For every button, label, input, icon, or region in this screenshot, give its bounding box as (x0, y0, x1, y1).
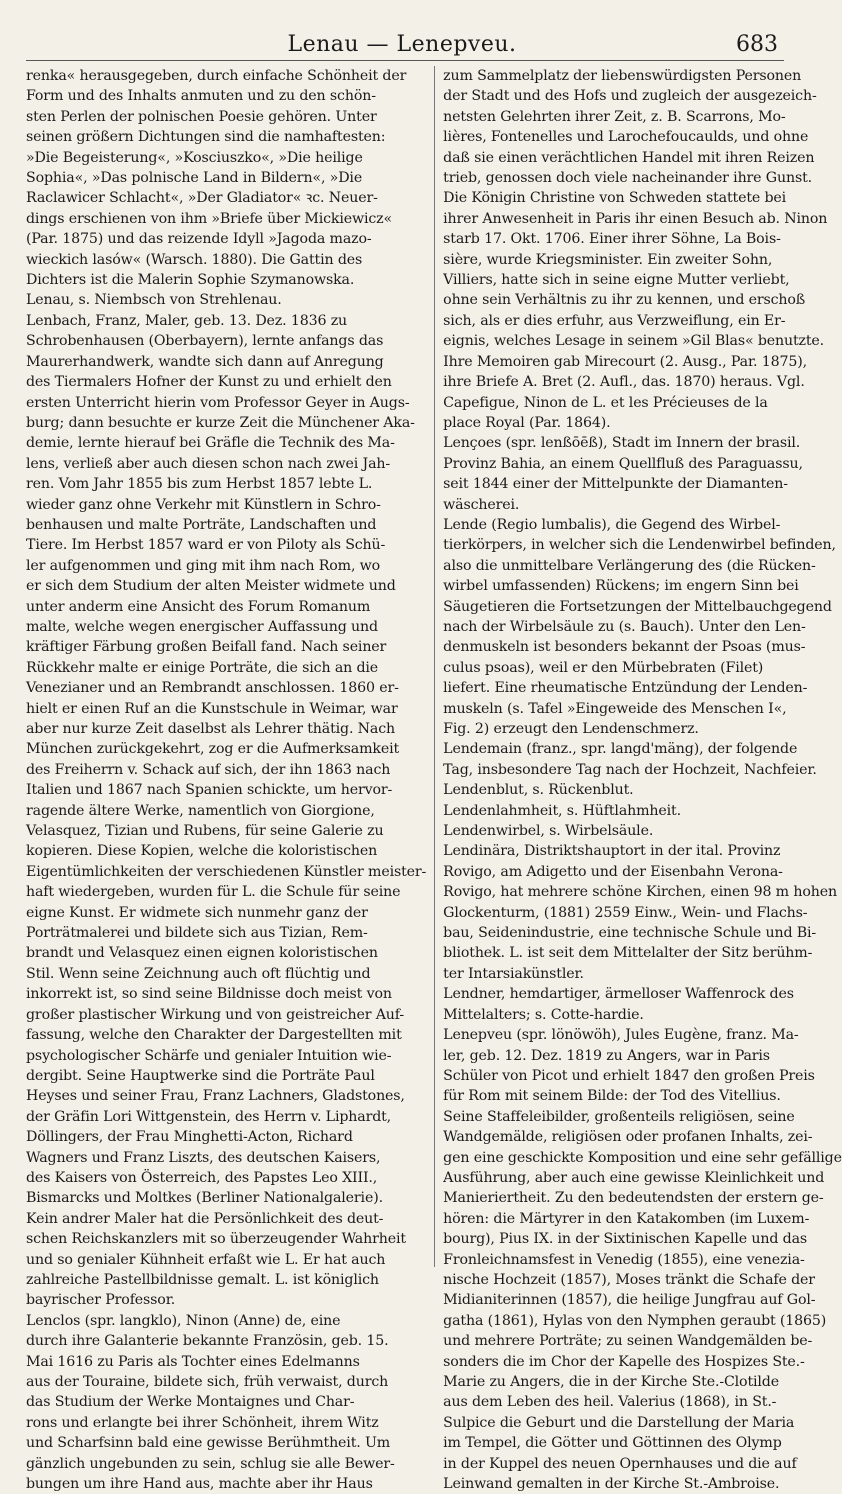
text-line: muskeln (s. Tafel »Eingeweide des Menschen I«, (443, 700, 787, 717)
text-line: gatha (1861), Hylas von den Nymphen geraubt (1865) (443, 1312, 827, 1329)
text-line: Wandgemälde, religiösen oder profanen Inhalts, zei- (443, 1129, 813, 1146)
text-line: bungen um ihre Hand aus, machte aber ihr Haus (26, 1476, 373, 1493)
text-line: Tiere. Im Herbst 1857 ward er von Piloty als Schü- (26, 537, 386, 554)
text-line: Schrobenhausen (Oberbayern), lernte anfangs das (26, 333, 384, 350)
text-line: dergibt. Seine Hauptwerke sind die Porträte Paul (26, 1067, 375, 1084)
text-line: rons und erlangte bei ihrer Schönheit, ihrem Witz (26, 1414, 379, 1431)
text-line: Lenbach, Franz, Maler, geb. 13. Dez. 1836 zu (26, 312, 348, 329)
text-line: und mehrere Porträte; zu seinen Wandgemälden be- (443, 1333, 813, 1350)
text-line: Marie zu Angers, die in der Kirche Ste.-Clotilde (443, 1374, 779, 1390)
text-line: Wagners und Franz Liszts, des deutschen Kaisers, (26, 1149, 381, 1166)
text-line: lières, Fontenelles und Larochefoucaulds, und ohne (443, 129, 809, 146)
text-line: München zurückgekehrt, zog er die Aufmerksamkeit (26, 741, 400, 758)
text-line: Rückkehr malte er einige Porträte, die sich an die (26, 659, 379, 676)
text-line: ter Intarsiakünstler. (443, 965, 584, 982)
text-line: Fronleichnamsfest in Venedig (1855), eine venezia- (443, 1251, 805, 1268)
text-line: Lenepveu (spr. lönöwöh), Jules Eugène, franz. Ma- (443, 1027, 799, 1044)
text-line: Kein andrer Maler hat die Persönlichkeit des deut- (26, 1210, 384, 1227)
text-line: malte, welche wegen energischer Auffassung und (26, 618, 378, 635)
text-line: Fig. 2) erzeugt den Lendenschmerz. (443, 721, 699, 737)
text-line: bayrischer Professor. (26, 1292, 176, 1309)
text-line: demie, lernte hierauf bei Gräfle die Technik des Ma- (26, 435, 395, 452)
text-line: Lendinära, Distriktshauptort in der ital. Provinz (443, 843, 781, 860)
text-line: Die Königin Christine von Schweden stattete bei (443, 190, 787, 207)
text-line: seinen größern Dichtungen sind die namhaftesten: (26, 129, 386, 146)
text-line: bliothek. L. ist seit dem Mittelalter der Sitz berühm- (443, 945, 813, 962)
text-line: ihre Briefe A. Bret (2. Aufl., das. 1870) heraus. Vgl. (443, 374, 805, 391)
text-line: Sophia«, »Das polnische Land in Bildern«, »Die (26, 170, 363, 187)
text-line: unter anderm eine Ansicht des Forum Romanum (26, 598, 371, 615)
text-line: ohne sein Verhältnis zu ihr zu kennen, und erschoß (443, 292, 806, 309)
text-line: und so genialer Kühnheit erfaßt wie L. Er hat auch (26, 1251, 386, 1268)
text-line: Rovigo, am Adigetto und der Eisenbahn Verona- (443, 863, 783, 880)
text-line: eigne Kunst. Er widmete sich nunmehr ganz der (26, 904, 368, 921)
text-line: durch ihre Galanterie bekannte Französin, geb. 15. (26, 1333, 389, 1350)
text-line: zahlreiche Pastellbildnisse gemalt. L. ist königlich (26, 1271, 379, 1288)
text-line: der Stadt und des Hofs und zugleich der ausgezeich- (443, 88, 817, 105)
text-line: Dichters ist die Malerin Sophie Szymanowska. (26, 272, 355, 289)
text-line: Lendenlahmheit, s. Hüftlahmheit. (443, 802, 681, 819)
text-line: Lendner, hemdartiger, ärmelloser Waffenrock des (443, 986, 794, 1003)
text-line: ren. Vom Jahr 1855 bis zum Herbst 1857 lebte L. (26, 476, 373, 493)
text-line: Seine Staffeleibilder, großenteils religiösen, seine (443, 1108, 795, 1125)
text-line: Italien und 1867 nach Spanien schickte, um hervor- (26, 782, 393, 799)
text-line: bau, Seidenindustrie, eine technische Schule und Bi- (443, 925, 817, 942)
text-line: Heyses und seiner Frau, Franz Lachners, Gladstones, (26, 1088, 405, 1105)
text-line: burg; dann besuchte er kurze Zeit die Münchener Aka- (26, 414, 415, 431)
text-line: liefert. Eine rheumatische Entzündung der Lenden- (443, 680, 808, 697)
text-line: netsten Gelehrten ihrer Zeit, z. B. Scarrons, Mo- (443, 108, 786, 125)
text-line: Stil. Wenn seine Zeichnung auch oft flüchtig und (26, 965, 371, 982)
text-line: er sich dem Studium der alten Meister widmete und (26, 578, 396, 595)
text-line: des Freiherrn v. Schack auf sich, der ihn 1863 nach (26, 761, 391, 778)
text-line: brandt und Velasquez einen eignen koloristischen (26, 945, 378, 962)
text-line: der Gräfin Lori Wittgenstein, des Herrn v. Liphardt, (26, 1108, 392, 1125)
text-line: Raclawicer Schlacht«, »Der Gladiator« ꝛc. Neuer- (26, 190, 378, 207)
text-line: psychologischer Schärfe und genialer Intuition wie- (26, 1047, 392, 1064)
text-line: kopieren. Diese Kopien, welche die koloristischen (26, 843, 378, 860)
text-line: Villiers, hatte sich in seine eigne Mutter verliebt, (443, 272, 790, 289)
text-line: im Tempel, die Götter und Göttinnen des Olymp (443, 1435, 782, 1452)
text-line: ler, geb. 12. Dez. 1819 zu Angers, war in Paris (443, 1047, 770, 1064)
text-line: starb 17. Okt. 1706. Einer ihrer Söhne, La Bois- (443, 231, 781, 248)
text-line: Schüler von Picot und erhielt 1847 den großen Preis (443, 1067, 815, 1084)
text-line: wieckich lasów« (Warsch. 1880). Die Gattin des (26, 251, 363, 268)
text-line: Form und des Inhalts anmuten und zu den schön- (26, 88, 376, 105)
text-line: Porträtmalerei und bildete sich aus Tizian, Rem- (26, 925, 368, 942)
right-column (434, 66, 842, 1493)
text-line: Lendenwirbel, s. Wirbelsäule. (443, 823, 654, 840)
text-line: Maurerhandwerk, wandte sich dann auf Anregung (26, 353, 384, 370)
text-line: ragende ältere Werke, namentlich von Giorgione, (26, 802, 375, 819)
text-line: sière, wurde Kriegsminister. Ein zweiter Sohn, (443, 251, 773, 268)
text-line: Rovigo, hat mehrere schöne Kirchen, einen 98 m hohen (443, 884, 837, 901)
text-line: sich, als er dies erfuhr, aus Verzweiflung, ein Er- (443, 312, 786, 329)
text-line: Lendemain (franz., spr. langd'mäng), der folgende (443, 741, 798, 758)
running-head: Lenau — Lenepveu. (287, 32, 517, 57)
text-line: trieb, genossen doch viele nacheinander ihre Gunst. (443, 170, 812, 187)
text-line: Tag, insbesondere Tag nach der Hochzeit, Nachfeier. (443, 761, 817, 778)
text-line: inkorrekt ist, so sind seine Bildnisse doch meist von (26, 986, 392, 1003)
text-line: großer plastischer Wirkung und von geistreicher Auf- (26, 1006, 405, 1023)
text-line: ler aufgenommen und ging mit ihm nach Rom, wo (26, 557, 381, 574)
text-line: Eigentümlichkeiten der verschiedenen Künstler meister- (26, 863, 427, 880)
text-line: aus der Touraine, bildete sich, früh verwaist, durch (26, 1374, 389, 1390)
text-line: nach der Wirbelsäule zu (s. Bauch). Unter den Len- (443, 618, 806, 635)
text-line: Leinwand gemalten in der Kirche St.-Ambroise. (443, 1476, 780, 1493)
text-line: aus dem Leben des heil. Valerius (1868), in St.- (443, 1394, 777, 1411)
text-line: culus psoas), weil er den Mürbebraten (Filet) (443, 659, 764, 676)
text-line: ihrer Anwesenheit in Paris ihr einen Besuch ab. Ninon (443, 210, 828, 227)
text-line: Mai 1616 zu Paris als Tochter eines Edelmanns (26, 1353, 360, 1370)
text-line: des Kaisers von Österreich, des Papstes Leo XIII., (26, 1169, 378, 1186)
text-line: Bismarcks und Moltkes (Berliner Nationalgalerie). (26, 1190, 383, 1207)
text-line: Manieriertheit. Zu den bedeutendsten der erstern ge- (443, 1190, 824, 1207)
page-header (22, 18, 782, 62)
text-line: gen eine geschickte Komposition und eine sehr gefällige (443, 1149, 842, 1166)
text-line: hielt er einen Ruf an die Kunstschule in Weimar, war (26, 700, 398, 717)
text-line: das Studium der Werke Montaignes und Char- (26, 1394, 355, 1411)
text-line: haft wiedergeben, wurden für L. die Schule für seine (26, 884, 401, 901)
text-line: also die unmittelbare Verlängerung des (die Rücken- (443, 557, 816, 574)
text-line: Ausführung, aber auch eine gewisse Kleinlichkeit und (443, 1169, 825, 1186)
text-line: für Rom mit seinem Bilde: der Tod des Vitellius. (443, 1088, 781, 1105)
text-line: eignis, welches Lesage in seinem »Gil Blas« benutzte. (443, 333, 825, 350)
text-line: seit 1844 einer der Mittelpunkte der Diamanten- (443, 476, 788, 493)
text-line: Midianiterinnen (1857), die heilige Jungfrau auf Gol- (443, 1292, 816, 1309)
text-line: renka« herausgegeben, durch einfache Schönheit der (26, 68, 407, 84)
text-line: Lenclos (spr. langklo), Ninon (Anne) de, eine (26, 1312, 341, 1329)
text-line: wäscherei. (443, 496, 520, 513)
text-line: dings erschienen von ihm »Briefe über Mickiewicz« (26, 210, 392, 227)
text-line: daß sie einen verächtlichen Handel mit ihren Reizen (443, 149, 815, 166)
text-columns (26, 66, 842, 1493)
text-line: Lençoes (spr. lenßōēß), Stadt im Innern der brasil. (443, 435, 801, 452)
text-line: nische Hochzeit (1857), Moses tränkt die Schafe der (443, 1271, 815, 1288)
text-line: kräftiger Färbung großen Beifall fand. Nach seiner (26, 639, 387, 656)
text-line: Lenau, s. Niembsch von Strehlenau. (26, 292, 282, 309)
text-line: wieder ganz ohne Verkehr mit Künstlern in Schro- (26, 496, 381, 513)
text-line: Velasquez, Tizian und Rubens, für seine Galerie zu (26, 823, 384, 840)
text-line: in der Kuppel des neuen Opernhauses und die auf (443, 1455, 797, 1472)
text-line: Ihre Memoiren gab Mirecourt (2. Ausg., Par. 1875), (443, 353, 807, 370)
text-line: Provinz Bahia, an einem Quellfluß des Paraguassu, (443, 455, 803, 472)
text-line: Venezianer und an Rembrandt anschlossen. 1860 er- (26, 680, 399, 697)
text-line: lens, verließ aber auch diesen schon nach zwei Jah- (26, 455, 391, 472)
text-line: »Die Begeisterung«, »Kosciuszko«, »Die heilige (26, 149, 363, 166)
text-line: benhausen und malte Porträte, Landschaften und (26, 516, 377, 533)
text-line: schen Reichskanzlers mit so überzeugender Wahrheit (26, 1231, 406, 1248)
text-line: Döllingers, der Frau Minghetti-Acton, Richard (26, 1129, 353, 1146)
text-line: Lende (Regio lumbalis), die Gegend des Wirbel- (443, 516, 781, 533)
header-rule (26, 60, 784, 61)
text-line: (Par. 1875) und das reizende Idyll »Jagoda mazo- (26, 231, 372, 248)
text-line: wirbel umfassenden) Rückens; im engern Sinn bei (443, 578, 799, 595)
text-line: denmuskeln ist besonders bekannt der Psoas (mus- (443, 639, 806, 656)
text-line: Lendenblut, s. Rückenblut. (443, 782, 634, 799)
text-line: Mittelalters; s. Cotte-hardie. (443, 1006, 644, 1023)
text-line: des Tiermalers Hofner der Kunst zu und erhielt den (26, 374, 392, 391)
text-line: Säugetieren die Fortsetzungen der Mittelbauchgegend (443, 598, 832, 615)
left-column (26, 66, 434, 1493)
text-line: ersten Unterricht hierin vom Professor Geyer in Augs- (26, 394, 410, 411)
text-line: gänzlich ungebunden zu sein, schlug sie alle Bewer- (26, 1455, 395, 1472)
text-line: zum Sammelplatz der liebenswürdigsten Personen (443, 68, 802, 84)
text-line: bourg), Pius IX. in der Sixtinischen Kapelle und das (443, 1231, 808, 1248)
text-line: und Scharfsinn bald eine gewisse Berühmtheit. Um (26, 1435, 391, 1452)
text-line: aber nur kurze Zeit daselbst als Lehrer thätig. Nach (26, 721, 396, 737)
page-number: 683 (736, 32, 778, 57)
text-line: Glockenturm, (1881) 2559 Einw., Wein- und Flachs- (443, 904, 808, 921)
text-line: tierkörpers, in welcher sich die Lendenwirbel befinden, (443, 537, 836, 554)
text-line: sonders die im Chor der Kapelle des Hospizes Ste.- (443, 1353, 805, 1370)
text-line: hören: die Märtyrer in den Katakomben (im Luxem- (443, 1210, 810, 1227)
text-line: place Royal (Par. 1864). (443, 414, 611, 431)
text-line: fassung, welche den Charakter der Dargestellten mit (26, 1027, 402, 1044)
text-line: sten Perlen der polnischen Poesie gehören. Unter (26, 108, 377, 125)
text-line: Capefigue, Ninon de L. et les Précieuses de la (443, 394, 768, 411)
text-line: Sulpice die Geburt und die Darstellung der Maria (443, 1414, 795, 1431)
